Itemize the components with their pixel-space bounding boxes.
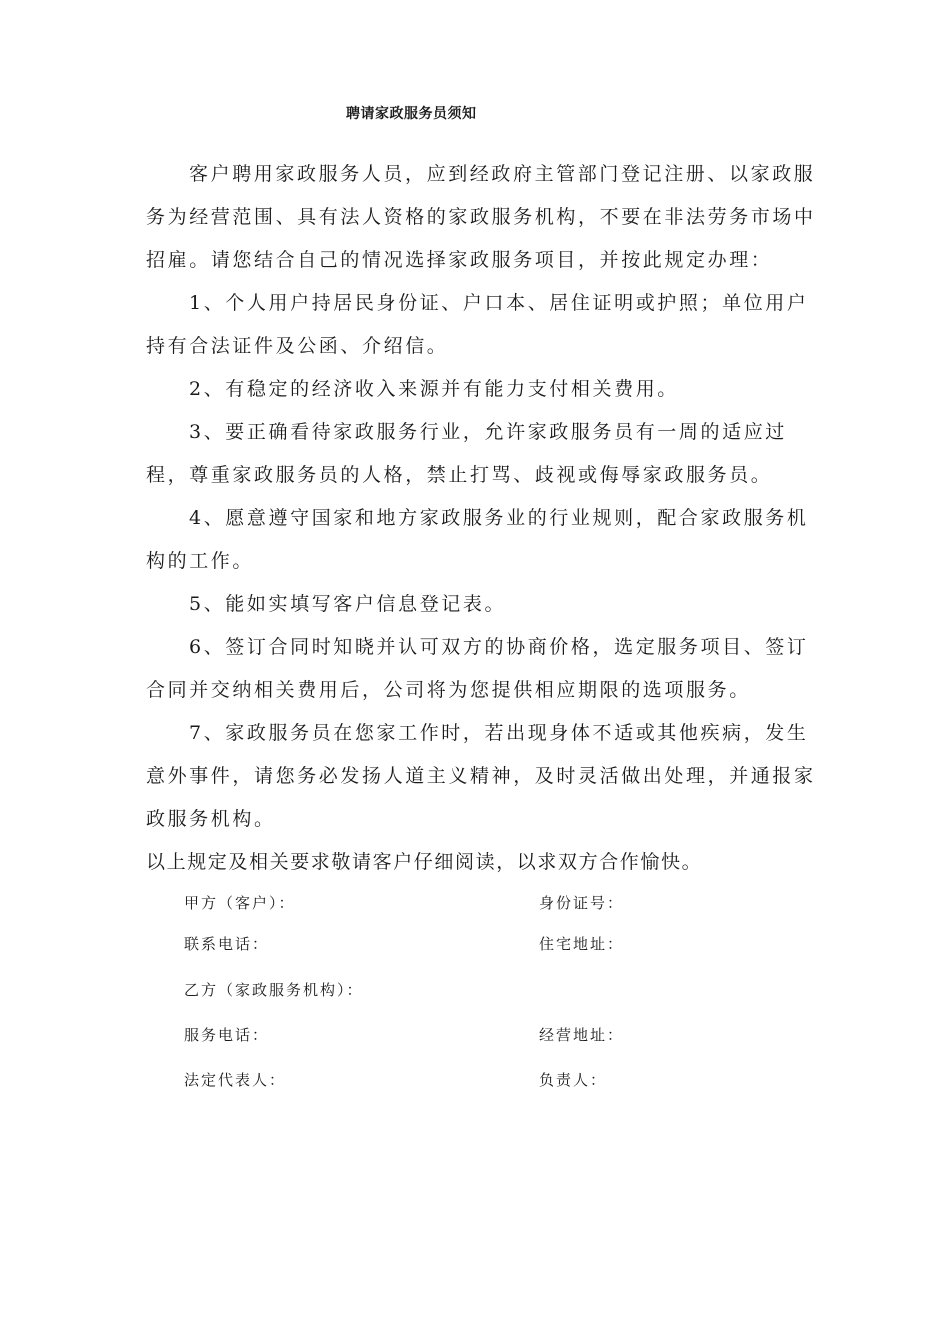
- rule-4: 4、愿意遵守国家和地方家政服务业的行业规则，配合家政服务机构的工作。: [146, 507, 809, 572]
- business-address-label: 经营地址：: [539, 1026, 625, 1044]
- rule-3: 3、要正确看待家政服务行业，允许家政服务员有一周的适应过程，尊重家政服务员的人格，禁止打骂、歧视或侮辱家政服务员。: [146, 421, 787, 486]
- party-b-label: 乙方（家政服务机构）：: [184, 981, 364, 999]
- contact-phone-label: 联系电话：: [184, 935, 270, 953]
- party-a-label: 甲方（客户）：: [184, 894, 296, 912]
- rule-2: 2、有稳定的经济收入来源并有能力支付相关费用。: [189, 378, 679, 400]
- intro-paragraph: 客户聘用家政服务人员，应到经政府主管部门登记注册、以家政服务为经营范围、具有法人资格的家政服务机构，不要在非法劳务市场中招雇。请您结合自己的情况选择家政服务项目，并按此规定办理：: [146, 163, 816, 271]
- person-in-charge-label: 负责人：: [539, 1071, 608, 1089]
- id-number-label: 身份证号：: [539, 894, 625, 912]
- rule-5: 5、能如实填写客户信息登记表。: [189, 593, 507, 615]
- closing-statement: 以上规定及相关要求敬请客户仔细阅读，以求双方合作愉快。: [146, 851, 703, 873]
- service-phone-label: 服务电话：: [184, 1026, 270, 1044]
- rule-7: 7、家政服务员在您家工作时，若出现身体不适或其他疾病，发生意外事件，请您务必发扬人道主义精神，及时灵活做出处理，并通报家政服务机构。: [146, 722, 816, 830]
- legal-representative-label: 法定代表人：: [184, 1071, 287, 1089]
- document-title: 聘请家政服务员须知: [346, 106, 477, 122]
- document-body: [146, 153, 822, 884]
- home-address-label: 住宅地址：: [539, 935, 625, 953]
- rule-1: 1、个人用户持居民身份证、户口本、居住证明或护照；单位用户持有合法证件及公函、介绍信。: [146, 292, 809, 357]
- rule-6: 6、签订合同时知晓并认可双方的协商价格，选定服务项目、签订合同并交纳相关费用后，公司将为您提供相应期限的选项服务。: [146, 636, 809, 701]
